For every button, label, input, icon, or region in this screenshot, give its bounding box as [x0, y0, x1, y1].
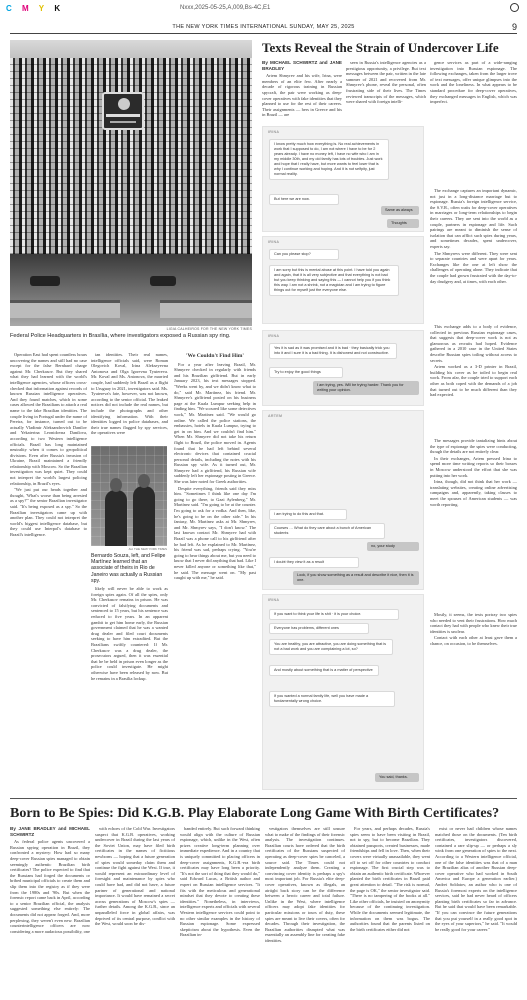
chat-message: You are healthy, you are attractive, you are doing something that is not a bad work and you are complaining a lot, so?	[269, 639, 393, 655]
texts-col-3g-body: In their exchanges, Artem pressed Irina to spend more time writing reports so their bosses in Moscow understood the effort that she was putting into her work.	[430, 455, 517, 478]
print-slug: Nxxx,2025-05-25,A,009,Bs-4C,E1	[180, 5, 271, 11]
chat-panel-3	[262, 330, 424, 406]
story-col-1b-body: "We just put our heads together and thought, 'What's worse than being arrested as a spy?'" the senior Brazilian investigator said. "It's being exposed as a spy." So the Brazilian investigators came up with another plan. They could not interpret the world's biggest intelligence database, but they could use Interpol's database to Brazil's intelligence.	[10, 487, 87, 537]
chat-4-sender: ARTEM	[268, 414, 283, 418]
chat-message: no, your study	[367, 542, 419, 551]
story-col-1	[10, 352, 87, 792]
friends-photo	[91, 446, 167, 546]
born-col-5	[350, 826, 430, 996]
chat-message: You said, thanks.	[375, 773, 419, 782]
friends-photo-credit: ALI THE NEW YORK TIMES	[128, 547, 167, 551]
chat-panel-4	[262, 410, 424, 590]
chat-message: Courses … What do they care about a bunch of American students	[269, 523, 385, 539]
chat-message: Look, if you show something as a result and describe it nice, then it is one.	[293, 571, 419, 585]
chat-message: I am trying to do this and that.	[269, 509, 347, 520]
registration-mark-icon	[510, 3, 519, 12]
story-col-2	[91, 352, 168, 442]
section-divider	[10, 798, 517, 799]
born-col-6	[435, 826, 517, 996]
chat-message: Same as always	[381, 206, 419, 215]
born-byline: By JANE BRADLEY and MICHAEL SCHWIRTZ	[10, 826, 90, 837]
story-col-3	[174, 352, 256, 792]
page-folio	[10, 22, 517, 34]
texts-col-1	[262, 60, 342, 122]
chat-message: Can you please stop?	[269, 249, 339, 260]
chat-message: I doubt they view it as a result	[269, 557, 359, 568]
chat-message: Thoughts	[387, 219, 419, 228]
texts-col-3c-body: The Shmyrevs were different. They were sent to separate countries and were apart for years. Exchanges like the one at left show the challenges of operating alone. They indicate that the couple had grown frustrated with the day-to-day drudgery and, at times, with each other.	[430, 250, 517, 284]
texts-col-3f-body: The messages provide tantalizing hints about the type of espionage the spies were conducting, though the details are not entirely clear.	[430, 438, 517, 455]
person-figure-icon	[133, 486, 155, 546]
cmyk-m: M	[22, 4, 32, 13]
story-col-3b-body: Despite everything, friends said they miss him. "Sometimes I think like one day I'm going to go there, to Gazi Aylenberg," Mr. Martínez said. "I'm going to be at the counter. I'm going to ask for a vodka. And then, like, he's going to be on the other side." In his fantasy, Mr. Martínez asks at Mr. Shmyrev, and Mr. Shmyrev says, "I don't know." The last known contact Mr. Shmyrev had with Brazil was a phone call to his girlfriend after he had left. As he explained to Mr. Martínez, his friend was sad, perhaps crying. "You're going to hear things about me, but you need to know that I never did anything that bad. Like I never killed anyone or something like that," he said. The message went on. "My past caught up with me," he said.	[174, 485, 256, 581]
texts-col-3	[430, 60, 517, 185]
chat-5-sender: IRINA	[268, 598, 280, 602]
texts-col-3j-body: Contact with each other at least gave them a chance, on occasion, to be themselves.	[430, 635, 517, 646]
story-col-3-body: For a year after leaving Brazil, Mr. Shmyrev checked in regularly with friends and his Brazilian girlfriend. But in early January 2023, his text messages stopped. "Weeks went by, and we didn't know what to do," said Mr. Martínez, his friend. Mr. Shmyrev's girlfriend posted on his business page at the Kuala Lumpur seeking help in finding him. "We scoured like some detectives work," Mr. Martínez said. "We would go online. We called the police stations, the embassies, hotels in Kuala Lumpur, trying to get in on him. And we couldn't find him." When Mr. Shmyrev did not take his return flight to Brazil, the police moved in. Agents found that he had left behind several electronic devices that contained crucial personal details, including the notes with his Russian spy wife. As it turned out, Mr. Shmyrev had a girlfriend, his Russian wife suddenly left her espionage posting in Greece. She was later noted for Greek authorities.	[174, 361, 256, 485]
born-col-2	[95, 826, 175, 996]
chat-message: If you want to think your life is shit · it is your choice.	[269, 609, 399, 620]
born-col-5-body: For years, and perhaps decades, Russia's spies seem to have been visiting in Brazil, not to spy, but to become Brazilian. They obtained passports, created businesses, made friendships and fell in love. Then, when their covers were virtually unassailable, they went off to set off for other countries to conduct espionage. The first crucial step was to obtain an authentic birth certificate. Whoever planted the birth certificates in Brazil paid great attention to detail. "The risk is normal, the page is OK," the senior investigator said. "There is no tampering of the books at all." Like other officials, he insisted on anonymity because of the continuing investigation. While the documents seemed legitimate, the information on them was bogus. The authorities found that the parents listed on the birth certificates either did not	[350, 826, 430, 932]
chat-message: Yes it is sad as it was promised and it is bad · they basically trick you into it and I sure it is a bad thing. It is dishonest and not constructive.	[269, 343, 397, 359]
texts-headline: Texts Reveal the Strain of Undercover Life	[262, 40, 499, 55]
photo-caption: Federal Police Headquarters in Brasília, where investigators exposed a Russian spy ring.	[10, 333, 231, 339]
chat-message: I know pretty much how everything is. No real achievements in work that I supposed to do, I am not where I have to be for 2 years already. I have no money left, I have no wife who I am in my middle 30th, and my old family has lots of troubles. Just work and hope that I really have, but more wants to feel loser that is why I continue working and hoping. And it is not selfpity, just normal reality.	[269, 139, 389, 180]
born-col-2-body: with echoes of the Cold War. Investigators suspect that K.G.B. operatives, working undercover in Brazil during the last years of the Soviet Union, may have filed birth certificates in the names of fictitious newborns — hoping that a future generation of spies would someday claim them and continue the fight against the West. If true, it would represent an extraordinary level of foresight and maintenance by spies who could have had, and did not have, a future partner of generational and national importance. It would have remained a secret across generations of Moscow's spies — further details. Among the K.G.B., since an unparalleled force in global affairs, was deprived of its central purpose, conflict with the West, would soon be dis-	[95, 826, 175, 927]
story-col-1-body: Operation East had spent countless hours uncovering the names and still had no case except for the false Bernhard charge against Mr. Cherkasov. But they shared what they had learned with the world's intelligence agencies, whose officers cross-checked that information against records of known Russian intelligence operatives. And they found matches, which in some cases allowed the Brazilians to attach a real name to the fake Brazilian identities. The couple living in Portugal under the name of Pereira, for instance, turned out to be actually Vladimir Aleksandrovich Danilov and Yekaterina Leonidovna Danilova, according to two Western intelligence officials. Brazil has long maintained neutrality when it comes to geopolitical divisions. Even after Russia's invasion of Ukraine, Brazil maintained a friendly relationship with Moscow. So the Brazilian investigation was kept quiet. They could not interpret the world's largest policing relationship, in Brazil's eyes.	[10, 352, 87, 486]
texts-col-3b-body: The exchange captures an important dynamic, not just in a long-distance marriage but to espionage. Russia's foreign intelligence service, the S.V.R., often waits for deep-cover operatives in marriages or long-term relationships to begin their careers. They are sent into the world as a couple, partners in espionage and life. Such pairings are meant to diminish the sense of isolation that can afflict such spies during years, and sometimes decades, spent undercover, experts say.	[430, 188, 517, 249]
born-col-1	[10, 826, 90, 996]
texts-byline: By MICHAEL SCHWIRTZ and JANE BRADLEY	[262, 60, 342, 71]
born-col-1-body: As federal police agents uncovered a Russian spying operation in Brazil, they confronted a mystery: How had so many deep-cover Russian spies managed to obtain seemingly authentic Brazilian birth certificates? The police expected to find that the Russians had forged the documents or bribed municipal officials to create them and slip them into the registry as if they were from the 1980s and '90s. But when the forensic report came back in April, according to a senior Brazilian official, the analysis suggested something else entirely: The documents did not appear forged. And, more perplexing, they weren't even new. Brazilian counterintelligence officers are now considering a more audacious possibility, one	[10, 839, 90, 934]
chat-3-sender: IRINA	[268, 334, 280, 338]
texts-col-3i	[430, 612, 517, 712]
texts-col-3d-body: This exchange adds to a body of evidence, collected in previous Russian espionage cases, that suggests that deep-cover work is not as glamorous as recruits had hoped. Evidence gathered in a 2010 case in the United States describe Russian spies toiling without access to secrets.	[430, 324, 517, 363]
texts-col-3d	[430, 324, 517, 434]
chat-message: Everyone has problems, different ones	[269, 623, 369, 634]
texts-col-3e-body: Artem worked as a 3-D printer in Brazil, building his cover as he toiled to begin real work. From afar, the couple tried to support each other as both coped with the demands of a job that turned out to be much different than they had expected.	[430, 364, 517, 398]
story-col-2-body: ian identities. Their real names, intelligence officials said, were Roman Olegovich Koval, Irina Alekseyevna Antonova and Olga Igorevna Tyutereva. Mr. Koval and Ms. Antonova, the married couple, had suddenly left Brazil as a flight to Uruguay in 2021, investigators said. Ms. Tyutereva's fate, however, was not known, according to the senior official. The leaked notices did not include the real names, but include the photographs and other identifying information. With their identities logged in police databases, and their true names flagged by spy services, the operatives were	[91, 352, 168, 436]
friends-photo-caption: Bernardo Souza, left, and Felipe Martínez learned that an associate of theirs in Rio de Janeiro was actually a Russian spy.	[91, 553, 166, 584]
print-registration-bar	[0, 0, 527, 22]
chat-message: If you wanted a normal family life, well you have made a fundamentally wrong choice.	[269, 691, 395, 707]
cmyk-c: C	[6, 4, 15, 13]
born-col-3-body: banded entirely. But such forward thinking would align with the culture of Russian espionage, which, unlike in the West, often prizes creative long-term planning over immediate expedience. And in a country that is uniquely committed to placing officers in deep-cover assignments, K.G.B.-era birth certificates may have long been a priority. "It's not the sort of thing that they would do," said Edward Lucas, a British author and expert on Russian intelligence services. "It fits with the meticulous and generational mindset that they devote to creating these identities." Nonetheless, in interviews, intelligence experts and officials with several Western intelligence services could point to no other similar examples in the history of Russian espionage. Some expressed skepticism about the hypothesis. Even the Brazilian in-	[180, 826, 260, 938]
police-hq-photo	[10, 40, 252, 326]
texts-col-3f	[430, 438, 517, 608]
chat-message: But here we are now.	[269, 194, 339, 205]
chat-panel-5	[262, 594, 424, 790]
texts-col-3-body: gence services as part of a wide-ranging investigation into Russian espionage. The following exchanges, taken from the larger trove of text messages, offer unique glimpses into the work and the loneliness. In what appears to be standard procedure for deep-cover operatives, they exchanged messages in English, which was imperfect.	[430, 60, 517, 105]
photo-credit: LIGIA CALHEIROS FOR THE NEW YORK TIMES	[166, 327, 252, 331]
born-col-6-body: exist or never had children whose names matched those on the documents. (Ten birth certificates, investigators discovered, contained a rare slip-up — or perhaps a sly wink from one generation of spies to the next. According to a Western intelligence official, one of the false identities was that of a man the Brazilian alias of another Russian deep-cover operative who had worked in South America and Europe a generation earlier.) Andrei Soldatov, an author who is one of Russia's foremost experts on the intelligence services, said he had never heard of officers planting birth certificates so far in advance. But he said that would have been remarkable. "If you can convince the future generations that you put yourself in a really good spot in the eyes of your superiors," he said. "It would be really good for your career."	[435, 826, 517, 932]
story-col-2b	[91, 586, 168, 792]
texts-col-1-body: Artem Shmyrev and his wife, Irina, were members of an elite few. After nearly a decade of rigorous training in Russian spycraft, the pair were working as deep-cover operatives with fake identities that they planned to use for the rest of their careers. Their assignments — hers in Greece and his in Brazil — are	[262, 73, 342, 118]
texts-col-2-body: seen in Russia's intelligence agencies as a prestigious opportunity, a privilege. But text messages between the pair, written in the late summer of 2021 and recovered from Mr. Shmyrev's phone, reveal the personal, often frustrating side of their lives. The Times reviewed transcripts of the messages, which were shared with foreign intelli-	[346, 60, 426, 105]
cmyk-y: Y	[38, 4, 48, 13]
story-col-2b-body: likely will never be able to work as foreign spies again. Of all the spies, only Mr. Cherkasov remains in prison. He was convicted of falsifying documents and sentenced to 15 years, but his sentence was reduced to five years. In an apparent gambit to get him home early, the Russian government claimed that he was a wanted drug dealer and filed court documents seeking to have him extradited. But the Brazilians swiftly countered: If Mr. Cherkasov was a drug dealer, the prosecutors argued, then it was essential that he be held in prison even longer as the police could investigate. He might otherwise have been released by now. But he remains in a Brasília lockup.	[91, 586, 168, 681]
born-headline: Born to Be Spies: Did K.G.B. Play Elaborate Long Game With Birth Certificates?	[10, 806, 500, 821]
texts-col-3h-body: Irina, though, did not think that her work — translating websites, creating online advertising campaigns and, apparently, taking classes to meet the spouses of American students — was worth reporting.	[430, 479, 517, 507]
cmyk-marks	[6, 4, 65, 13]
born-col-3	[180, 826, 260, 996]
cmyk-k: K	[54, 4, 64, 13]
chat-2-sender: IRINA	[268, 240, 280, 244]
person-figure-icon	[105, 490, 127, 546]
chat-message: Try to enjoy the good things	[269, 367, 343, 378]
chat-message: And mostly about something that is a matter of perspective	[269, 665, 379, 676]
texts-col-2	[346, 60, 426, 122]
section-subhead: 'We Couldn't Find Him'	[186, 353, 244, 359]
chat-panel-2	[262, 236, 424, 324]
chat-panel-1	[262, 126, 424, 232]
texts-col-3i-body: Mostly, it seems, the texts portray two spies who needed to vent their frustrations. How much contact they had with people who knew their true identities is unclear.	[430, 612, 517, 634]
born-col-4-body: vestigators themselves are still unsure what to make of the findings of their forensic analysis. The investigation continues. Brazilian courts have ordered that the birth certificates of the Russians suspected of operating as deep-cover spies be canceled, a source said. The Times could not independently analyze them. Creating a convincing cover identity is perhaps a spy's most important job. For Russia's elite deep-cover operatives, known as illegals, an airtight back story can be the difference between a heroic career and total failure. Unlike in the West, where intelligence officers may adopt fake identities for particular missions or tours of duty, these spies are meant to live their covers, often for decades. Through their investigation, the Brazilian authorities disrupted what was essentially an assembly line for creating fake identities.	[265, 826, 345, 943]
chat-message: I am trying, yes. Will be trying harder. Thank you for writing your opinion.	[313, 381, 419, 395]
page-number: 9	[511, 22, 517, 32]
chat-1-sender: IRINA	[268, 130, 280, 134]
chat-message: I am sorry but this is mental abuse at this point. I have told you again and again, that it is all very subjective and that everything is not bad but you keep thinking and saying this — I cannot help you if you think this way. I am not a shrink, not a magician and I am trying to figure things out for myself just the everyone else.	[269, 265, 399, 296]
folio-line: THE NEW YORK TIMES INTERNATIONAL SUNDAY, MAY 25, 2025	[172, 24, 355, 30]
police-sign-icon	[102, 92, 144, 130]
texts-col-3b	[430, 188, 517, 318]
born-col-4	[265, 826, 345, 996]
